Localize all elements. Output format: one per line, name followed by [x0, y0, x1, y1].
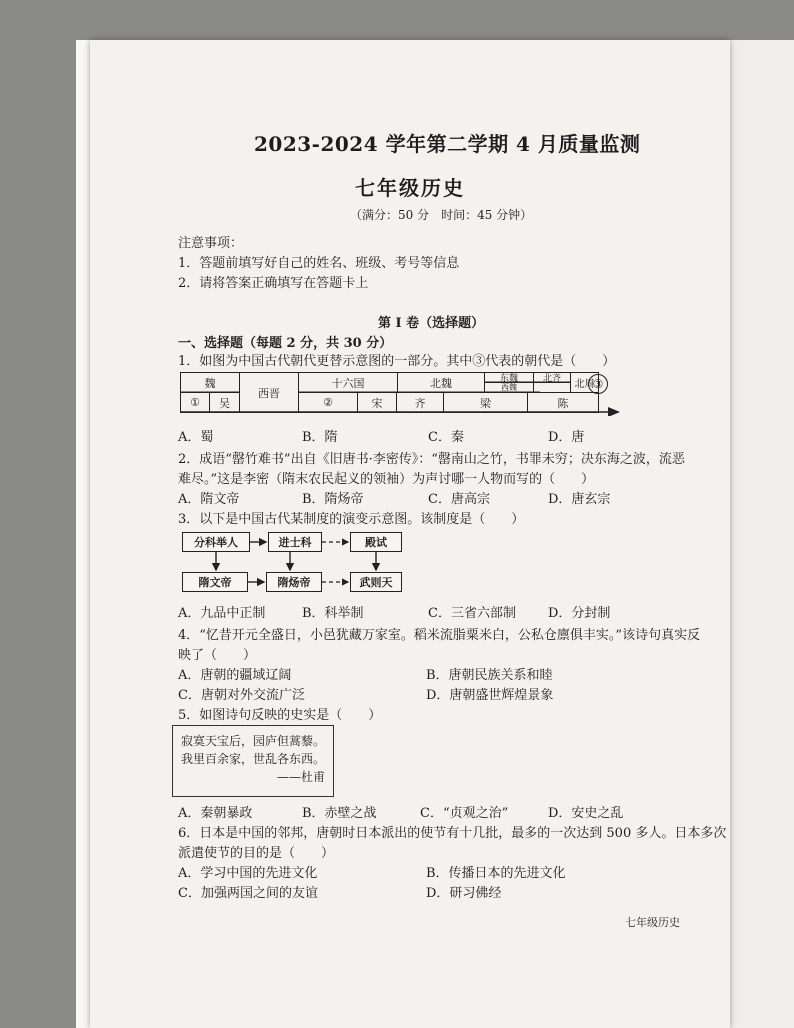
- q6-option-d: D．研习佛经: [426, 886, 502, 901]
- q5-option-c: C．“贞观之治”: [420, 806, 509, 821]
- timeline-cell-song: 宋: [357, 392, 397, 413]
- timeline-cell-3: ③: [588, 374, 608, 394]
- timeline-cell-xijin: 西晋: [239, 372, 299, 413]
- question-3-stem: 3．以下是中国古代某制度的演变示意图。该制度是（ ）: [178, 512, 525, 527]
- q4-option-b: B．唐朝民族关系和睦: [426, 668, 553, 683]
- poem-box: [172, 725, 334, 797]
- q3-option-c: C．三省六部制: [428, 606, 516, 621]
- q2-option-c: C．唐高宗: [428, 492, 490, 507]
- note-item: 1．答题前填写好自己的姓名、班级、考号等信息: [178, 256, 460, 271]
- timeline-cell-qi: 齐: [396, 392, 444, 413]
- exam-subject: 七年级历史: [355, 176, 465, 200]
- q6-option-b: B．传播日本的先进文化: [426, 866, 566, 881]
- q4-option-c: C．唐朝对外交流广泛: [178, 688, 305, 703]
- timeline-cell-xiwei: 西魏: [484, 382, 534, 393]
- q6-option-a: A．学习中国的先进文化: [178, 866, 318, 881]
- question-4-line1: 4．“忆昔开元全盛日，小邑犹藏万家室。稻米流脂粟米白，公私仓廪俱丰实。”该诗句真实反: [178, 628, 701, 643]
- question-6-line1: 6．日本是中国的邻邦，唐朝时日本派出的使节有十几批，最多的一次达到 500 多人。日本多次: [178, 826, 727, 841]
- q3-option-d: D．分封制: [548, 606, 611, 621]
- question-5-stem: 5．如图诗句反映的史实是（ ）: [178, 708, 382, 723]
- q1-option-b: B．隋: [302, 430, 338, 445]
- timeline-cell-beiqi: 北齐: [533, 372, 571, 383]
- score-time-line: （满分：50 分 时间：45 分钟）: [350, 208, 533, 222]
- q2-option-a: A．隋文帝: [178, 492, 240, 507]
- question-1-stem: 1．如图为中国古代朝代更替示意图的一部分。其中③代表的朝代是（ ）: [178, 354, 616, 369]
- q1-option-c: C．秦: [428, 430, 464, 445]
- notes-heading: 注意事项：: [178, 236, 244, 251]
- section-title: 第 I 卷（选择题）: [378, 316, 485, 331]
- q4-option-d: D．唐朝盛世辉煌景象: [426, 688, 554, 703]
- poem-author: ——杜甫: [276, 770, 325, 784]
- q5-option-d: D．安史之乱: [548, 806, 624, 821]
- note-item: 2．请将答案正确填写在答题卡上: [178, 276, 369, 291]
- system-flowchart: [180, 530, 420, 598]
- q6-option-c: C．加强两国之间的友谊: [178, 886, 318, 901]
- flow-node: 分科举人: [182, 532, 250, 552]
- page-footer: 七年级历史: [625, 916, 680, 929]
- q2-option-b: B．隋炀帝: [302, 492, 364, 507]
- timeline-cell-dongwei: 东魏: [484, 372, 534, 383]
- timeline-cell-beiwei: 北魏: [397, 372, 485, 393]
- q2-option-d: D．唐玄宗: [548, 492, 611, 507]
- flow-node: 隋文帝: [182, 572, 248, 592]
- q5-option-a: A．秦朝暴政: [178, 806, 253, 821]
- question-6-line2: 派遣使节的目的是（ ）: [178, 846, 335, 861]
- timeline-cell-shiliu: 十六国: [298, 372, 398, 393]
- timeline-cell-wu: 吴: [209, 392, 240, 413]
- timeline-cell-1: ①: [180, 392, 210, 413]
- q5-option-b: B．赤壁之战: [302, 806, 377, 821]
- flow-node: 武则天: [350, 572, 402, 592]
- timeline-cell-2: ②: [298, 392, 358, 413]
- flow-node: 隋炀帝: [266, 572, 322, 592]
- timeline-cell-chen: 陈: [527, 392, 599, 413]
- q4-option-a: A．唐朝的疆域辽阔: [178, 668, 292, 683]
- timeline-cell-wei: 魏: [180, 372, 240, 393]
- timeline-cell-beizhou: 北周: [570, 372, 599, 393]
- question-2-line2: 难尽。”这是李密（隋末农民起义的领袖）为声讨哪一人物而写的（ ）: [178, 472, 595, 487]
- q1-option-a: A．蜀: [178, 430, 214, 445]
- part-heading: 一、选择题（每题 2 分，共 30 分）: [178, 336, 393, 351]
- exam-title: 2023-2024 学年第二学期 4 月质量监测: [254, 132, 641, 156]
- timeline-cell-liang: 梁: [443, 392, 528, 413]
- q1-option-d: D．唐: [548, 430, 585, 445]
- flow-node: 殿试: [350, 532, 402, 552]
- question-4-line2: 映了（ ）: [178, 648, 257, 663]
- dynasty-timeline: [180, 372, 620, 416]
- q3-option-b: B．科举制: [302, 606, 364, 621]
- question-2-line1: 2．成语“罄竹难书”出自《旧唐书·李密传》：“罄南山之竹，书罪未穷；决东海之波，流恶: [178, 452, 685, 467]
- q3-option-a: A．九品中正制: [178, 606, 266, 621]
- flow-node: 进士科: [268, 532, 322, 552]
- poem-line: 寂寞天宝后，园庐但蒿藜。: [181, 734, 326, 748]
- poem-line: 我里百余家，世乱各东西。: [181, 752, 326, 766]
